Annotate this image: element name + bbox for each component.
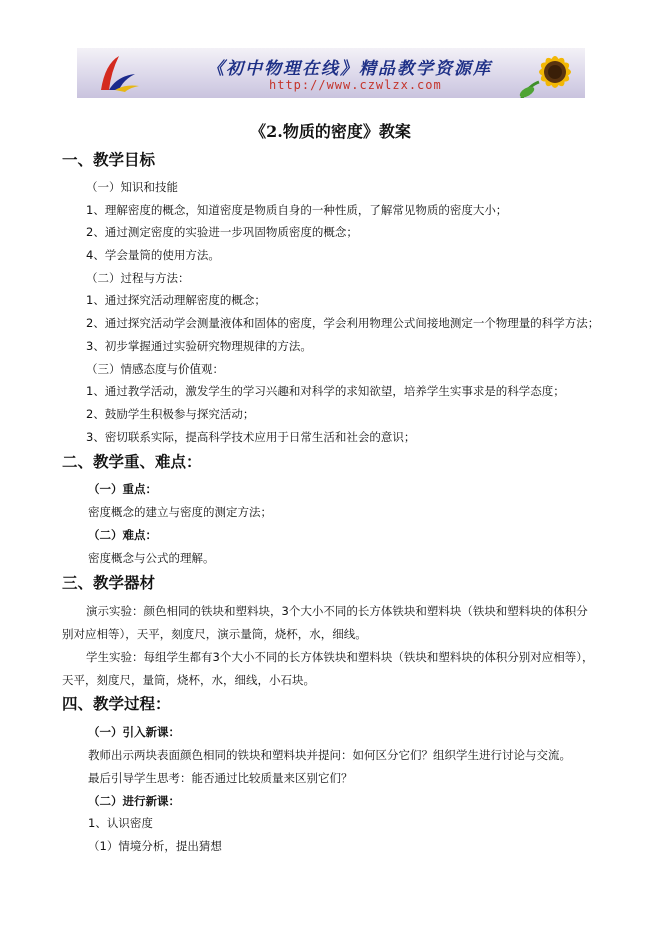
attitude-item-2: 2、鼓励学生积极参与探究活动； [86,407,255,421]
knowledge-item-3: 4、学会量筒的使用方法。 [86,248,220,262]
header-banner [77,48,585,98]
key-text: 密度概念的建立与密度的测定方法； [88,505,272,519]
subheading-knowledge: （一）知识和技能 [86,180,178,194]
document-title: 《2.物质的密度》教案 [250,122,411,141]
new-lesson-item-1: 1、认识密度 [88,816,153,830]
demo-equipment-line-1: 演示实验：颜色相同的铁块和塑料块，3个大小不同的长方体铁块和塑料块（铁块和塑料块的体积分 [86,604,588,618]
knowledge-item-2: 2、通过测定密度的实验进一步巩固物质密度的概念； [86,225,358,239]
subheading-new-lesson: （二）进行新课： [88,794,180,808]
process-item-1: 1、通过探究活动理解密度的概念； [86,293,266,307]
subheading-attitude: （三）情感态度与价值观： [86,362,224,376]
attitude-item-3: 3、密切联系实际，提高科学技术应用于日常生活和社会的意识； [86,430,416,444]
student-equipment-line-1: 学生实验：每组学生都有3个大小不同的长方体铁块和塑料块（铁块和塑料块的体积分别对应相等）， [86,650,594,664]
subheading-difficulty: （二）难点： [88,528,157,542]
attitude-item-1: 1、通过教学活动，激发学生的学习兴趣和对科学的求知欲望，培养学生实事求是的科学态度； [86,384,565,398]
difficulty-text: 密度概念与公式的理解。 [88,551,215,565]
process-item-3: 3、初步掌握通过实验研究物理规律的方法。 [86,339,312,353]
introduction-text-1: 教师出示两块表面颜色相同的铁块和塑料块并提问：如何区分它们？组织学生进行讨论与交流。 [88,748,571,762]
new-lesson-subitem-1: （1）情境分析，提出猜想 [88,839,222,853]
introduction-text-2: 最后引导学生思考：能否通过比较质量来区别它们？ [88,771,353,785]
banner-url: http://www.czwlzx.com [269,78,442,92]
subheading-process: （二）过程与方法： [86,271,190,285]
section-heading-objectives: 一、教学目标 [62,150,156,169]
sunflower-icon [515,48,585,98]
knowledge-item-1: 1、理解密度的概念，知道密度是物质自身的一种性质，了解常见物质的密度大小； [86,203,508,217]
process-item-2: 2、通过探究活动学会测量液体和固体的密度，学会利用物理公式间接地测定一个物理量的科学方法； [86,316,600,330]
section-heading-equipment: 三、教学器材 [62,573,156,592]
demo-equipment-line-2: 别对应相等），天平，刻度尺，演示量筒，烧杯，水，细线。 [62,627,367,641]
banner-title: 《初中物理在线》精品教学资源库 [207,59,492,79]
subheading-key: （一）重点： [88,482,157,496]
logo-icon [95,50,141,96]
section-heading-process: 四、教学过程： [62,694,171,713]
section-heading-keypoints: 二、教学重、难点： [62,452,202,471]
student-equipment-line-2: 天平，刻度尺，量筒，烧杯，水，细线，小石块。 [62,673,315,687]
subheading-introduction: （一）引入新课： [88,725,180,739]
